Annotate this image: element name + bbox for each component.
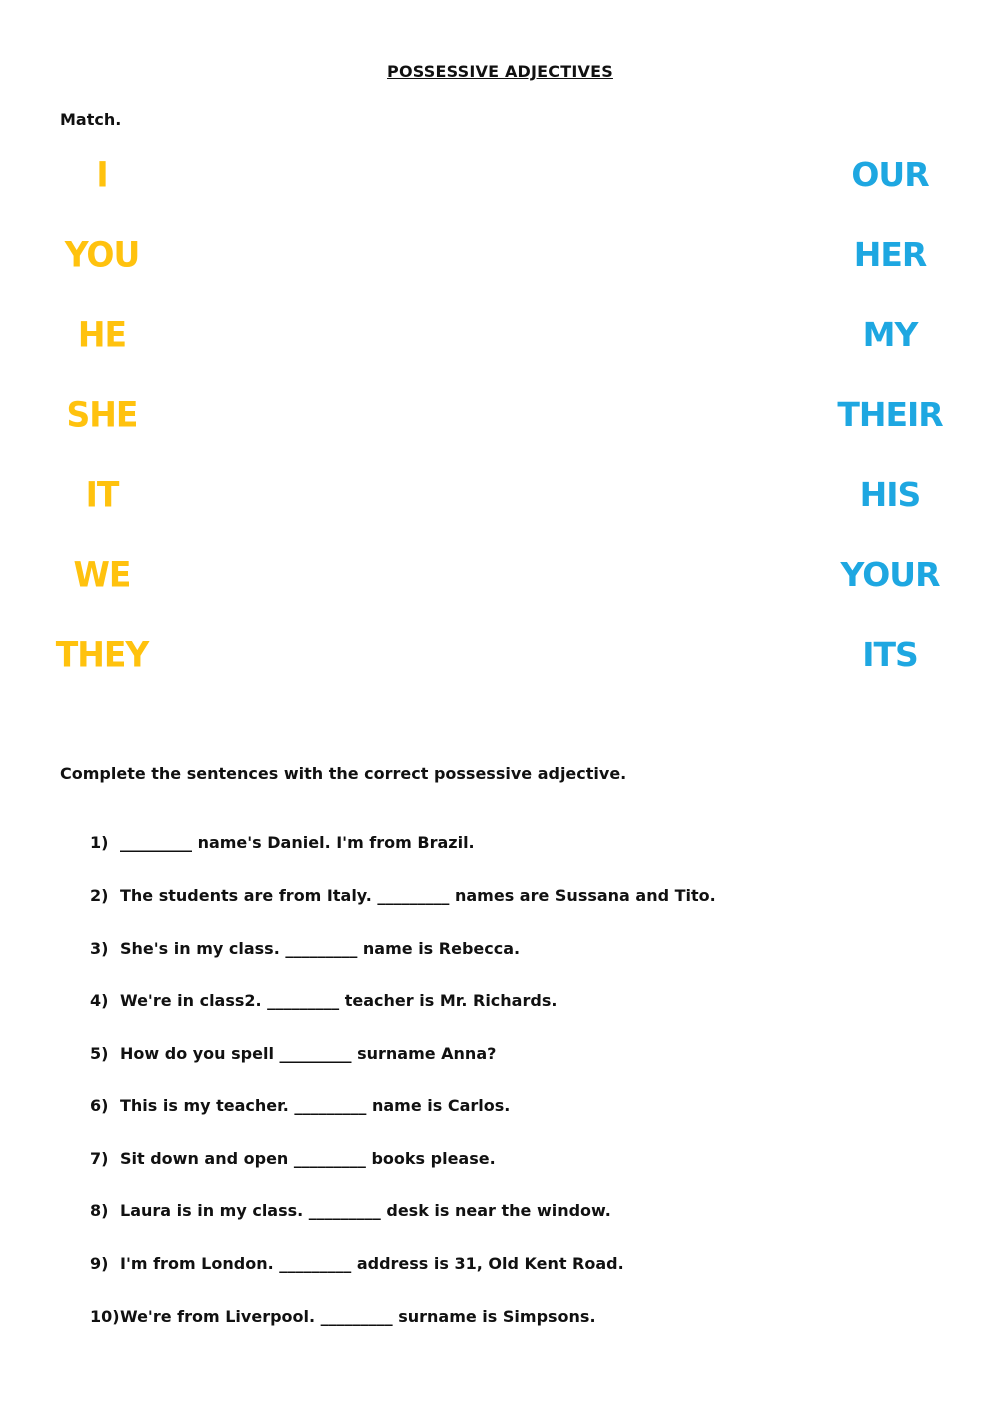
sentence-text: _________ name's Daniel. I'm from Brazil. (120, 833, 475, 852)
adjective-word: HIS (859, 475, 921, 514)
sentence-text: She's in my class. _________ name is Rebecca. (120, 939, 521, 958)
sentence-item (90, 939, 520, 958)
pronoun-word: HE (77, 314, 127, 355)
adjective-word: HER (853, 235, 927, 274)
sentence-number: 3) (90, 939, 109, 958)
pronoun-word: IT (85, 474, 119, 515)
adjective-word: YOUR (840, 555, 940, 594)
pronoun-word: YOU (64, 234, 140, 275)
sentence-text: This is my teacher. _________ name is Carlos. (120, 1096, 511, 1115)
sentence-item (90, 991, 557, 1010)
adjective-word: THEIR (837, 395, 943, 434)
sentence-number: 9) (90, 1254, 109, 1273)
sentence-number: 2) (90, 886, 109, 905)
sentence-number: 8) (90, 1201, 109, 1220)
sentence-text: The students are from Italy. _________ names are Sussana and Tito. (120, 886, 716, 905)
sentence-number: 1) (90, 833, 109, 852)
sentence-number: 10) (90, 1307, 120, 1326)
sentence-text: Laura is in my class. _________ desk is near the window. (120, 1201, 611, 1220)
pronoun-word: WE (73, 554, 131, 595)
adjective-word: MY (862, 315, 918, 354)
sentence-number: 6) (90, 1096, 109, 1115)
sentence-item (90, 1307, 596, 1326)
sentence-item (90, 886, 716, 905)
sentence-number: 7) (90, 1149, 109, 1168)
adjective-word: ITS (862, 635, 918, 674)
sentence-text: We're in class2. _________ teacher is Mr. Richards. (120, 991, 558, 1010)
sentence-item (90, 1201, 611, 1220)
match-instruction: Match. (60, 110, 122, 129)
sentence-number: 4) (90, 991, 109, 1010)
pronoun-word: THEY (55, 634, 149, 675)
pronoun-word: SHE (66, 394, 138, 435)
sentence-item (90, 1096, 510, 1115)
page-title: POSSESSIVE ADJECTIVES (387, 62, 613, 81)
sentence-text: How do you spell _________ surname Anna? (120, 1044, 497, 1063)
pronoun-word: I (96, 154, 108, 195)
adjective-word: OUR (851, 155, 929, 194)
sentence-item (90, 1044, 496, 1063)
sentence-number: 5) (90, 1044, 109, 1063)
sentence-item (90, 1149, 496, 1168)
sentence-text: I'm from London. _________ address is 31, Old Kent Road. (120, 1254, 624, 1273)
sentence-text: We're from Liverpool. _________ surname is Simpsons. (120, 1307, 596, 1326)
sentence-text: Sit down and open _________ books please. (120, 1149, 496, 1168)
sentence-item (90, 1254, 624, 1273)
complete-instruction: Complete the sentences with the correct possessive adjective. (60, 764, 627, 783)
sentence-item (90, 833, 475, 852)
